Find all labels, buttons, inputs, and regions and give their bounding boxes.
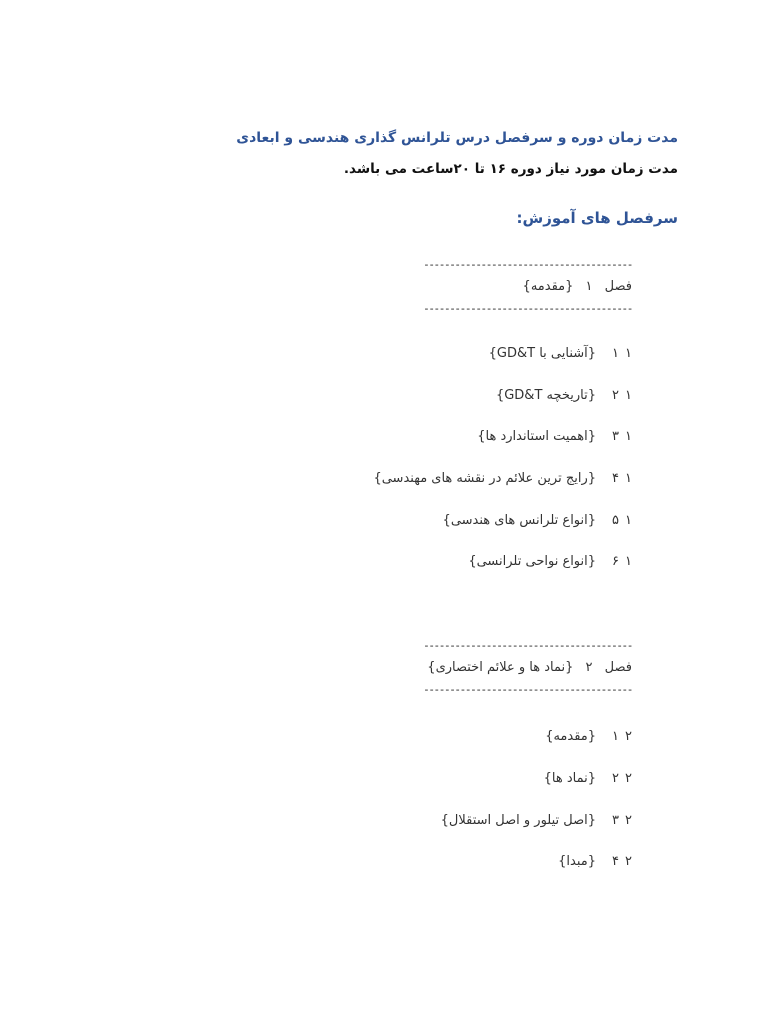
chapter-title: {نماد ها و علائم اختصاری}	[427, 660, 574, 675]
item-minor-number: ۱	[612, 346, 620, 361]
list-item	[332, 552, 632, 572]
item-minor-number: ۳	[612, 813, 620, 828]
item-minor-number: ۴	[612, 471, 620, 486]
separator-line: ----------------------------------------	[423, 258, 632, 271]
item-text: {انواع تلرانس های هندسی}	[442, 513, 597, 528]
chapter-label: فصل	[604, 660, 632, 675]
item-text: {مقدمه}	[545, 729, 597, 744]
list-item	[332, 511, 632, 531]
item-major-number: ۱	[625, 513, 632, 528]
item-text: {اهمیت استاندارد ها}	[477, 429, 597, 444]
item-text: {تاریخچه GD&T}	[495, 388, 597, 403]
chapter-title-line	[332, 277, 632, 297]
separator-line: ----------------------------------------	[423, 302, 632, 315]
list-item	[332, 852, 632, 872]
item-minor-number: ۲	[612, 771, 620, 786]
list-item	[332, 811, 632, 831]
item-major-number: ۲	[625, 771, 632, 786]
item-major-number: ۱	[625, 429, 632, 444]
item-minor-number: ۲	[612, 388, 620, 403]
item-text: {اصل تیلور و اصل استقلال}	[440, 813, 597, 828]
list-item	[332, 344, 632, 364]
item-minor-number: ۶	[612, 554, 620, 569]
item-text: {آشنایی با GD&T}	[488, 346, 597, 361]
item-major-number: ۱	[625, 471, 632, 486]
separator-line: ----------------------------------------	[423, 683, 632, 696]
item-minor-number: ۳	[612, 429, 620, 444]
list-item	[332, 769, 632, 789]
item-major-number: ۲	[625, 813, 632, 828]
separator-line: ----------------------------------------	[423, 639, 632, 652]
item-minor-number: ۵	[612, 513, 620, 528]
topics-heading: سرفصل های آموزش:	[516, 209, 678, 227]
item-major-number: ۱	[625, 388, 632, 403]
item-major-number: ۲	[625, 854, 632, 869]
chapter-title: {مقدمه}	[522, 279, 574, 294]
list-item	[332, 427, 632, 447]
chapter-title-line	[332, 658, 632, 678]
item-text: {انواع نواحی تلرانسی}	[468, 554, 597, 569]
chapter-label: فصل	[604, 279, 632, 294]
item-minor-number: ۱	[612, 729, 620, 744]
item-major-number: ۱	[625, 554, 632, 569]
chapter-number: ۲	[585, 660, 593, 675]
list-item	[332, 386, 632, 406]
item-text: {مبدا}	[558, 854, 597, 869]
list-item	[332, 727, 632, 747]
chapter-2-header	[332, 639, 632, 697]
item-text: {رایج ترین علائم در نقشه های مهندسی}	[373, 471, 597, 486]
item-minor-number: ۴	[612, 854, 620, 869]
chapter-1-header	[332, 258, 632, 316]
item-text: {نماد ها}	[543, 771, 597, 786]
course-duration-text: مدت زمان مورد نیاز دوره ۱۶ تا ۲۰ساعت می باشد.	[343, 161, 678, 177]
item-major-number: ۲	[625, 729, 632, 744]
item-major-number: ۱	[625, 346, 632, 361]
chapter-number: ۱	[585, 279, 593, 294]
list-item	[332, 469, 632, 489]
document-title: مدت زمان دوره و سرفصل درس تلرانس گذاری هندسی و ابعادی	[236, 130, 678, 146]
